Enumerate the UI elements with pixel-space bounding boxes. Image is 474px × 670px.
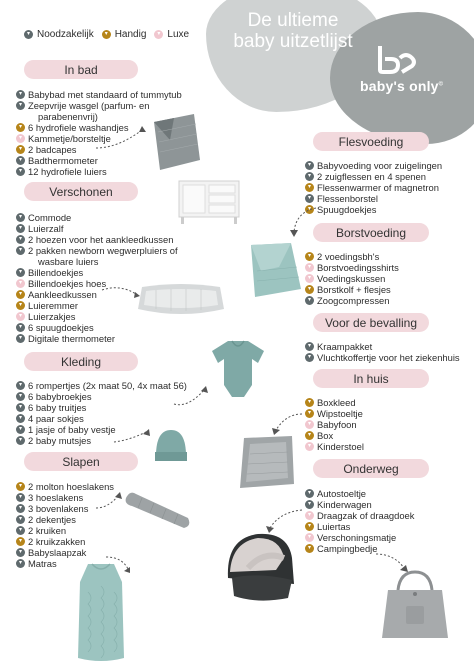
list-onderweg: [305, 488, 414, 554]
arrow-icon: [372, 550, 412, 574]
noodzakelijk-icon: ▾: [16, 436, 25, 445]
list-item-label: Babyvoeding voor zuigelingen: [317, 160, 443, 171]
noodzakelijk-icon: ▾: [305, 353, 314, 362]
romper-image: [210, 339, 266, 399]
list-item-label: Kammetje/borsteltje: [28, 133, 111, 144]
list-item: [305, 441, 364, 452]
list-item: [305, 284, 399, 295]
list-item: [16, 267, 178, 278]
commode-image: [178, 179, 240, 225]
noodzakelijk-icon: ▾: [16, 548, 25, 557]
noodzakelijk-icon: ▾: [16, 323, 25, 332]
noodzakelijk-icon: ▾: [305, 342, 314, 351]
list-borstvoeding: [305, 251, 399, 306]
list-item: [305, 182, 442, 193]
list-item-label: 2 baby mutsjes: [28, 435, 92, 446]
list-item: [16, 234, 178, 245]
list-item-label: 6 rompertjes (2x maat 50, 4x maat 56): [28, 380, 187, 391]
section-title-flesvoeding: Flesvoeding: [313, 132, 429, 151]
noodzakelijk-icon: ▾: [16, 101, 25, 110]
list-item-label: Babyfoon: [317, 419, 357, 430]
list-item-label: Autostoeltje: [317, 488, 366, 499]
noodzakelijk-icon: ▾: [16, 493, 25, 502]
list-item: [305, 430, 364, 441]
luxe-icon: ▾: [305, 442, 314, 451]
noodzakelijk-icon: ▾: [16, 224, 25, 233]
list-item-label: 3 bovenlakens: [28, 503, 89, 514]
list-item-label: 3 hoeslakens: [28, 492, 84, 503]
list-flesvoeding: [305, 160, 442, 215]
list-item-label: Billendoekjes hoes: [28, 278, 107, 289]
title-line-1: De ultieme: [247, 10, 339, 31]
legend-label-noodzakelijk: Noodzakelijk: [37, 29, 94, 40]
list-item-label: Box: [317, 430, 334, 441]
noodzakelijk-icon: ▾: [16, 559, 25, 568]
list-item-label: Zeepvrije wasgel (parfum- en: [28, 100, 150, 111]
arrow-icon: [286, 206, 320, 240]
list-item-label: Kraampakket: [317, 341, 373, 352]
noodzakelijk-icon: ▾: [16, 334, 25, 343]
list-item: [16, 223, 178, 234]
section-title-kleding: Kleding: [24, 352, 138, 371]
legend-dot-luxe: ▾: [154, 30, 163, 39]
list-item: [305, 397, 364, 408]
hooded-towel-image: [150, 112, 202, 172]
sleeping-bag-image: [70, 562, 132, 664]
list-item-label: Voedingskussen: [317, 273, 386, 284]
handig-icon: ▾: [305, 252, 314, 261]
brand-registered-mark: ©: [438, 81, 444, 88]
noodzakelijk-icon: ▾: [305, 500, 314, 509]
noodzakelijk-icon: ▾: [16, 268, 25, 277]
handig-icon: ▾: [305, 398, 314, 407]
section-title-in-huis: In huis: [313, 369, 429, 388]
list-item-label: Matras: [28, 558, 57, 569]
list-item-label: 2 pakken newborn wegwerpluiers of: [28, 245, 178, 256]
list-item: [16, 212, 178, 223]
list-item-label: Babyslaapzak: [28, 547, 87, 558]
list-item: [16, 536, 114, 547]
list-item-label: 2 kruiken: [28, 525, 67, 536]
list-item-label: 12 hydrofiele luiers: [28, 166, 107, 177]
nursing-blanket-image: [249, 241, 303, 299]
handig-icon: ▾: [16, 301, 25, 310]
list-item-label: Luierzalf: [28, 223, 64, 234]
list-item: [305, 341, 460, 352]
car-seat-image: [218, 528, 300, 604]
luxe-icon: ▾: [305, 511, 314, 520]
list-item-label: Draagzak of draagdoek: [317, 510, 415, 521]
list-item: [305, 295, 399, 306]
brand-logo-icon: [376, 44, 420, 74]
list-item-label: Borstkolf + flesjes: [317, 284, 391, 295]
list-item: [16, 525, 114, 536]
list-item-label: Flessenwarmer of magnetron: [317, 182, 439, 193]
hot-water-bottle-bag-image: [122, 488, 192, 532]
list-item-label: Digitale thermometer: [28, 333, 116, 344]
list-item-label: Commode: [28, 212, 72, 223]
handig-icon: ▾: [16, 482, 25, 491]
section-title-onderweg: Onderweg: [313, 459, 429, 478]
list-item: [16, 413, 187, 424]
noodzakelijk-icon: ▾: [16, 526, 25, 535]
noodzakelijk-icon: ▾: [305, 296, 314, 305]
list-item: [16, 89, 182, 100]
legend-label-handig: Handig: [114, 29, 147, 40]
legend-dot-noodzakelijk: ▾: [24, 30, 33, 39]
list-item-label: 2 molton hoeslakens: [28, 481, 114, 492]
list-item-label: Luiertas: [317, 521, 351, 532]
handig-icon: ▾: [305, 431, 314, 440]
diaper-bag-image: [380, 570, 450, 642]
handig-icon: ▾: [16, 123, 25, 132]
list-item: [305, 521, 414, 532]
section-title-verschonen: Verschonen: [24, 182, 138, 201]
list-item: [305, 204, 442, 215]
list-item-label: Campingbedje: [317, 543, 378, 554]
list-item-label: Luierzakjes: [28, 311, 76, 322]
noodzakelijk-icon: ▾: [16, 515, 25, 524]
section-title-slapen: Slapen: [24, 452, 138, 471]
list-item-label: Spuugdoekjes: [317, 204, 377, 215]
list-item: [305, 408, 364, 419]
noodzakelijk-icon: ▾: [16, 403, 25, 412]
legend-label-luxe: Luxe: [167, 29, 190, 40]
list-item-label: Kinderstoel: [317, 441, 364, 452]
list-item-label: 6 hydrofiele washandjes: [28, 122, 129, 133]
list-item-label: Aankleedkussen: [28, 289, 97, 300]
changing-pad-image: [136, 281, 226, 319]
handig-icon: ▾: [16, 145, 25, 154]
list-item-label: Kinderwagen: [317, 499, 372, 510]
luxe-icon: ▾: [305, 533, 314, 542]
arrow-icon: [94, 488, 124, 512]
list-item-label: 6 babybroekjes: [28, 391, 92, 402]
handig-icon: ▾: [16, 290, 25, 299]
list-item: [16, 380, 187, 391]
page-title: [218, 10, 368, 52]
list-item: [16, 245, 178, 256]
arrow-icon: [268, 410, 306, 436]
list-item: [305, 160, 442, 171]
list-item: [305, 193, 442, 204]
list-item-label: 2 hoezen voor het aankleedkussen: [28, 234, 174, 245]
noodzakelijk-icon: ▾: [16, 414, 25, 423]
list-item: [305, 262, 399, 273]
list-item: [16, 100, 182, 111]
arrow-icon: [262, 506, 306, 534]
list-item: [305, 532, 414, 543]
list-item-label: Boxkleed: [317, 397, 356, 408]
section-title-in-bad: In bad: [24, 60, 138, 79]
list-item-label: 2 voedingsbh's: [317, 251, 380, 262]
noodzakelijk-icon: ▾: [16, 381, 25, 390]
arrow-icon: [170, 384, 210, 408]
list-verschonen: [16, 212, 178, 344]
handig-icon: ▾: [305, 183, 314, 192]
section-title-borstvoeding: Borstvoeding: [313, 223, 429, 242]
list-item-label: 6 spuugdoekjes: [28, 322, 94, 333]
list-item: [305, 499, 414, 510]
list-item-label: 2 zuigflessen en 4 spenen: [317, 171, 426, 182]
luxe-icon: ▾: [305, 420, 314, 429]
list-item: [305, 419, 364, 430]
legend: [24, 29, 193, 40]
list-item-label: Vluchtkoffertje voor het ziekenhuis: [317, 352, 460, 363]
title-line-2: baby uitzetlijst: [233, 31, 353, 52]
list-item-label: 2 badcapes: [28, 144, 77, 155]
noodzakelijk-icon: ▾: [305, 194, 314, 203]
noodzakelijk-icon: ▾: [16, 235, 25, 244]
list-item: [305, 171, 442, 182]
list-item: [305, 352, 460, 363]
list-item-label: Billendoekjes: [28, 267, 84, 278]
noodzakelijk-icon: ▾: [16, 392, 25, 401]
list-item: [305, 510, 414, 521]
handig-icon: ▾: [305, 205, 314, 214]
list-item-label: Zoogcompressen: [317, 295, 390, 306]
section-title-bevalling: Voor de bevalling: [313, 313, 429, 332]
list-item-label: Verschoningsmatje: [317, 532, 397, 543]
list-item: [305, 273, 399, 284]
list-item-continuation: parabenenvrij): [38, 111, 98, 122]
noodzakelijk-icon: ▾: [16, 90, 25, 99]
noodzakelijk-icon: ▾: [16, 504, 25, 513]
list-item: [16, 514, 114, 525]
noodzakelijk-icon: ▾: [16, 246, 25, 255]
beanie-image: [153, 428, 189, 462]
luxe-icon: ▾: [16, 279, 25, 288]
list-item-continuation: wasbare luiers: [38, 256, 99, 267]
list-item: [16, 322, 178, 333]
arrow-icon: [100, 282, 142, 302]
handig-icon: ▾: [305, 544, 314, 553]
noodzakelijk-icon: ▾: [16, 156, 25, 165]
luxe-icon: ▾: [16, 134, 25, 143]
list-item-label: Babybad met standaard of tummytub: [28, 89, 182, 100]
noodzakelijk-icon: ▾: [16, 213, 25, 222]
list-item-label: 1 jasje of baby vestje: [28, 424, 116, 435]
list-item-label: 4 paar sokjes: [28, 413, 84, 424]
handig-icon: ▾: [305, 409, 314, 418]
arrow-icon: [112, 426, 152, 446]
list-item: [305, 488, 414, 499]
list-item-label: Flessenborstel: [317, 193, 378, 204]
brand-name-text: baby's only: [360, 78, 439, 94]
noodzakelijk-icon: ▾: [305, 489, 314, 498]
list-in-huis: [305, 397, 364, 452]
legend-dot-handig: ▾: [102, 30, 111, 39]
list-item-label: Borstvoedingsshirts: [317, 262, 399, 273]
brand-name: [360, 78, 443, 94]
playpen-mat-image: [238, 434, 296, 490]
list-item-label: Badthermometer: [28, 155, 98, 166]
list-item-label: 6 baby truitjes: [28, 402, 87, 413]
list-item: [16, 391, 187, 402]
noodzakelijk-icon: ▾: [16, 167, 25, 176]
list-item: [16, 333, 178, 344]
list-item: [16, 547, 114, 558]
handig-icon: ▾: [305, 522, 314, 531]
luxe-icon: ▾: [305, 274, 314, 283]
list-item: [305, 251, 399, 262]
arrow-icon: [104, 553, 134, 575]
luxe-icon: ▾: [16, 312, 25, 321]
arrow-icon: [94, 122, 150, 152]
luxe-icon: ▾: [305, 263, 314, 272]
noodzakelijk-icon: ▾: [305, 172, 314, 181]
noodzakelijk-icon: ▾: [16, 425, 25, 434]
list-item-label: 2 kruikzakken: [28, 536, 86, 547]
list-item-label: Wipstoeltje: [317, 408, 363, 419]
handig-icon: ▾: [16, 537, 25, 546]
noodzakelijk-icon: ▾: [305, 161, 314, 170]
list-item-label: 2 dekentjes: [28, 514, 76, 525]
handig-icon: ▾: [305, 285, 314, 294]
list-bevalling: [305, 341, 460, 363]
list-item: [16, 402, 187, 413]
list-item-label: Luieremmer: [28, 300, 79, 311]
